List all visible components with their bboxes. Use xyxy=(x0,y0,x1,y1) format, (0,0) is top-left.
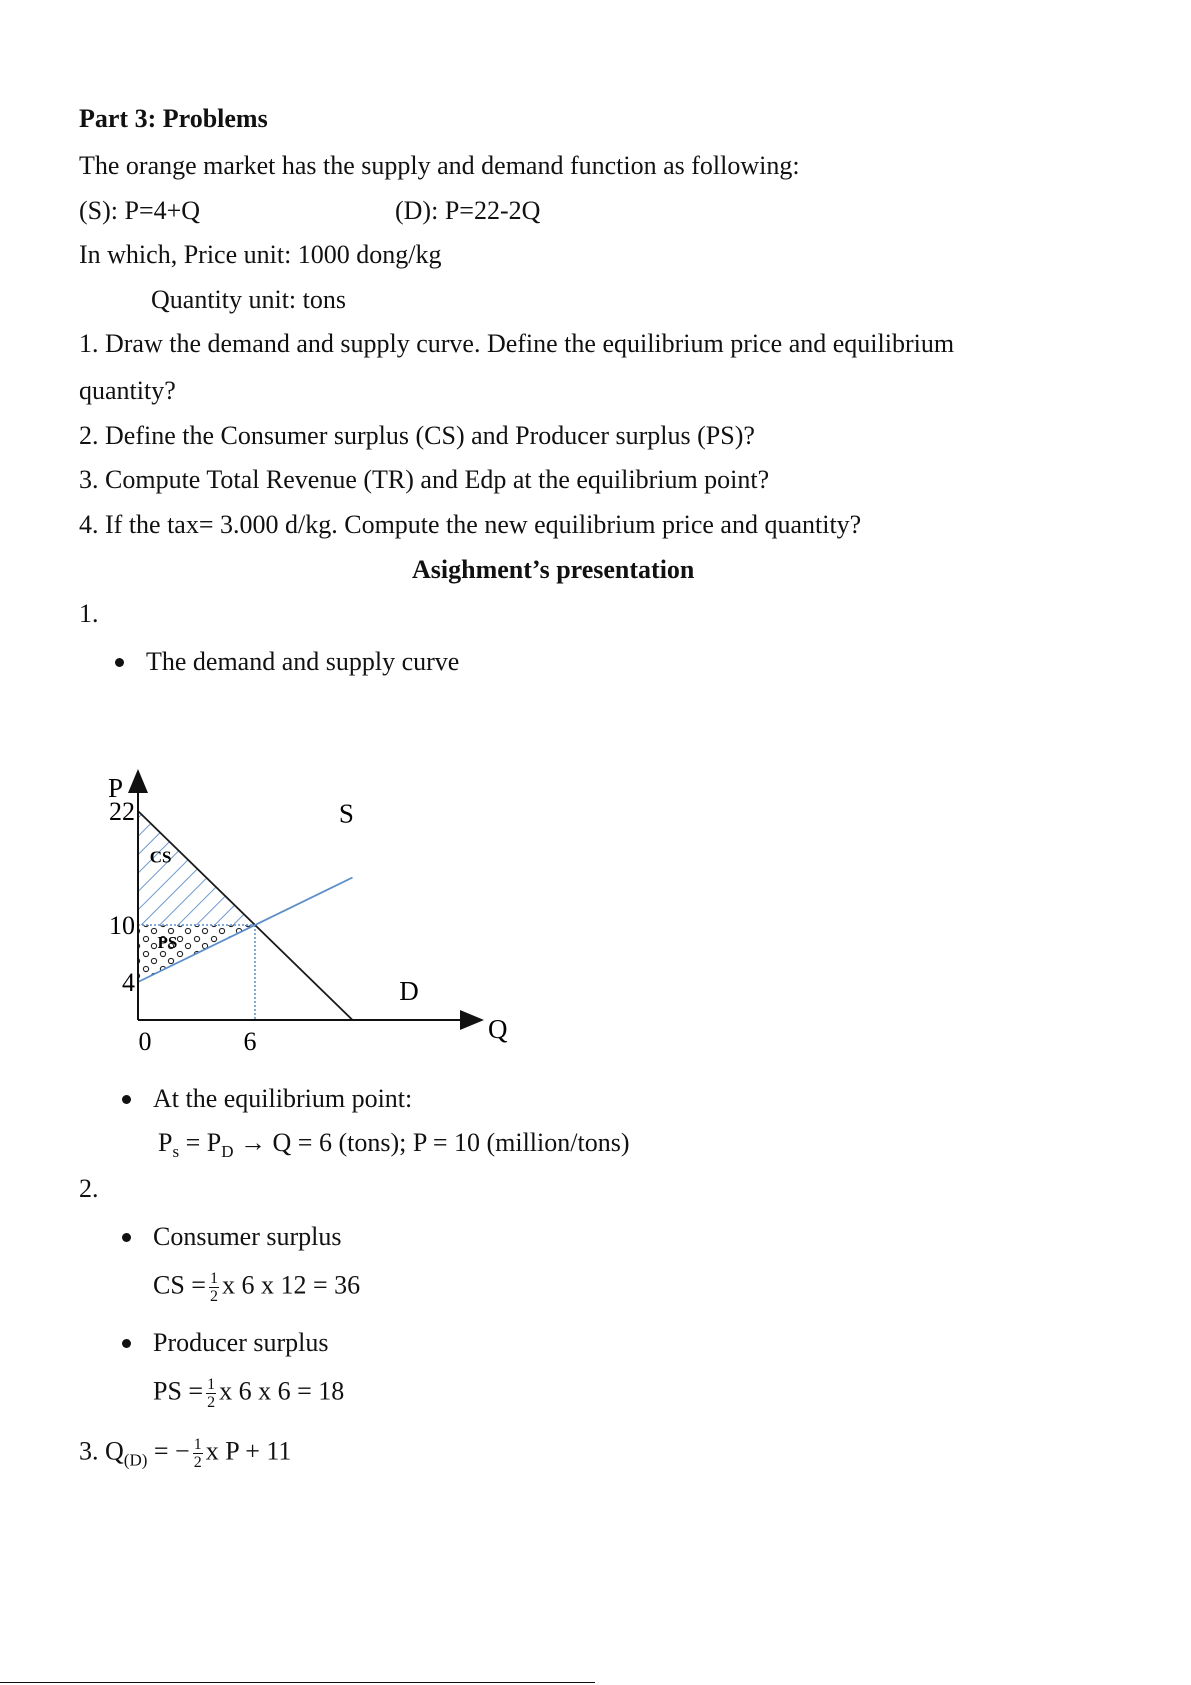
ps-symbol: P xyxy=(158,1128,173,1157)
bullet-icon xyxy=(115,658,124,667)
producer-surplus-formula xyxy=(153,1376,344,1411)
ps-region-label: PS xyxy=(157,932,178,952)
cs-region-label: CS xyxy=(149,847,172,867)
bullet-icon xyxy=(122,1095,131,1104)
equilibrium-equation xyxy=(158,1128,629,1167)
question-3: 3. Compute Total Revenue (TR) and Edp at the equilibrium point? xyxy=(79,465,770,494)
fraction-denominator: 2 xyxy=(207,1394,216,1411)
fraction-numerator: 1 xyxy=(207,1376,216,1393)
section-3-formula xyxy=(79,1436,291,1476)
demand-supply-bullet: The demand and supply curve xyxy=(146,647,460,676)
consumer-surplus-label: Consumer surplus xyxy=(153,1222,342,1251)
question-1-line-2: quantity? xyxy=(79,376,176,405)
quantity-unit: Quantity unit: tons xyxy=(151,285,346,314)
equilibrium-label: At the equilibrium point: xyxy=(153,1084,413,1113)
pd-symbol: = P xyxy=(179,1128,222,1157)
fraction-numerator: 1 xyxy=(193,1436,202,1453)
supply-label: S xyxy=(338,798,354,829)
ps-subscript: s xyxy=(172,1142,180,1162)
question-2: 2. Define the Consumer surplus (CS) and Producer surplus (PS)? xyxy=(79,421,755,450)
producer-surplus-label: Producer surplus xyxy=(153,1328,329,1357)
presentation-title: Asighment’s presentation xyxy=(412,555,695,584)
cs-rhs: x 6 x 12 = 36 xyxy=(221,1270,361,1300)
fraction-denominator: 2 xyxy=(209,1288,218,1305)
y-tick-10: 10 xyxy=(109,911,135,940)
section-1-number: 1. xyxy=(79,599,99,628)
question-4: 4. If the tax= 3.000 d/kg. Compute the new equilibrium price and quantity? xyxy=(79,510,862,539)
intro-text: The orange market has the supply and demand function as following: xyxy=(79,151,800,180)
price-unit: In which, Price unit: 1000 dong/kg xyxy=(79,240,442,269)
y-tick-22: 22 xyxy=(109,797,135,826)
y-axis-label: P xyxy=(108,773,124,803)
question-1-line-1: 1. Draw the demand and supply curve. Define the equilibrium price and equilibrium xyxy=(79,329,955,358)
demand-function: (D): P=22-2Q xyxy=(395,196,541,225)
x-tick-0: 0 xyxy=(138,1027,152,1056)
demand-label: D xyxy=(399,976,419,1007)
qd-subscript: (D) xyxy=(123,1450,148,1470)
heading: Part 3: Problems xyxy=(79,104,268,133)
supply-demand-chart xyxy=(90,755,540,1085)
bullet-icon xyxy=(122,1339,131,1348)
supply-function: (S): P=4+Q xyxy=(79,196,201,225)
cs-lhs: CS = xyxy=(153,1270,206,1300)
footer-rule xyxy=(0,1682,595,1683)
consumer-surplus-formula xyxy=(153,1270,360,1305)
section-2-number: 2. xyxy=(79,1174,99,1203)
qd-rhs: x P + 11 xyxy=(205,1436,292,1466)
fraction-numerator: 1 xyxy=(209,1270,218,1287)
ps-lhs: PS = xyxy=(153,1376,204,1406)
x-axis-label: Q xyxy=(488,1014,508,1044)
ps-rhs: x 6 x 6 = 18 xyxy=(219,1376,345,1406)
equals-minus: = − xyxy=(147,1436,190,1466)
qd-symbol: 3. Q xyxy=(79,1436,124,1466)
equilibrium-result: → Q = 6 (tons); P = 10 (million/tons) xyxy=(233,1128,630,1157)
x-tick-6: 6 xyxy=(243,1027,257,1056)
bullet-icon xyxy=(122,1233,131,1242)
pd-subscript: D xyxy=(221,1142,234,1162)
y-tick-4: 4 xyxy=(122,968,135,997)
fraction-denominator: 2 xyxy=(193,1454,202,1471)
